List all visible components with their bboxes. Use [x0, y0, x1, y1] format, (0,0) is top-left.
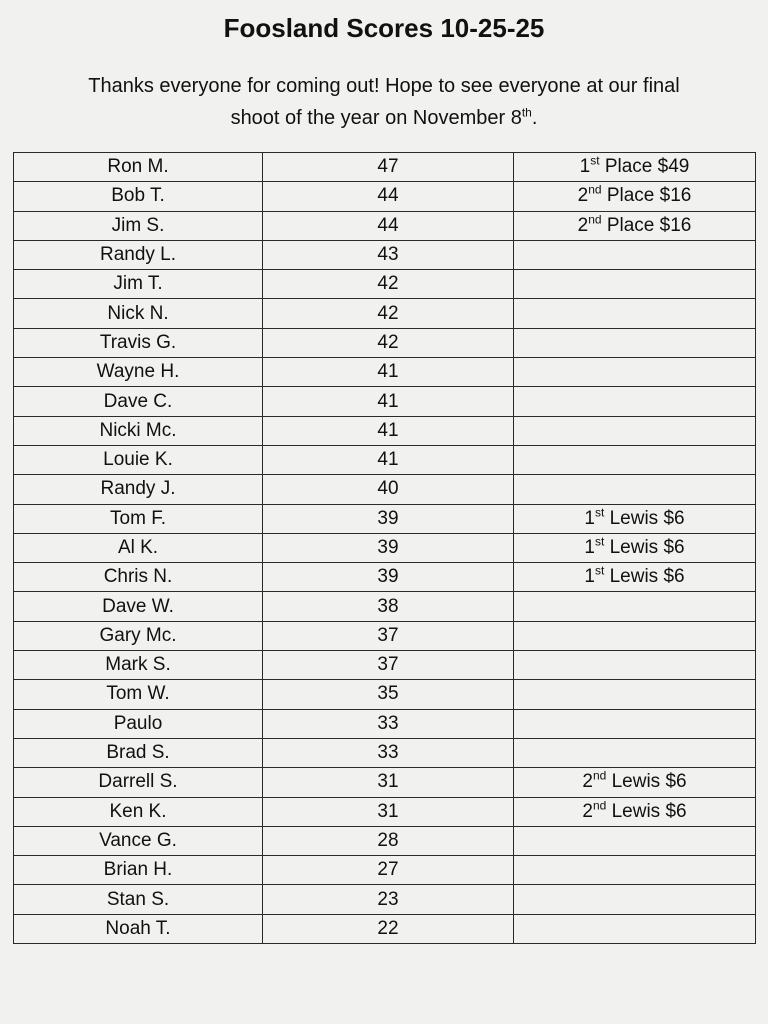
table-row	[14, 533, 756, 562]
table-row	[14, 768, 756, 797]
prize-text: Lewis $6	[604, 566, 685, 588]
prize-rank: 2	[582, 771, 593, 793]
prize-cell	[514, 328, 756, 357]
prize-cell	[514, 299, 756, 328]
table-row	[14, 826, 756, 855]
prize-cell	[514, 709, 756, 738]
player-name-cell: Al K.	[14, 533, 263, 562]
player-name-cell: Mark S.	[14, 651, 263, 680]
player-name-cell: Nick N.	[14, 299, 263, 328]
prize-rank: 2	[582, 800, 593, 822]
score-cell: 37	[263, 651, 514, 680]
player-name-cell: Chris N.	[14, 563, 263, 592]
player-name-cell: Tom W.	[14, 680, 263, 709]
table-row	[14, 680, 756, 709]
player-name-cell: Darrell S.	[14, 768, 263, 797]
prize-cell	[514, 270, 756, 299]
table-row	[14, 387, 756, 416]
score-cell: 47	[263, 153, 514, 182]
score-cell: 31	[263, 797, 514, 826]
prize-rank-suffix: st	[590, 153, 600, 168]
score-cell: 43	[263, 240, 514, 269]
table-row	[14, 504, 756, 533]
prize-cell	[514, 885, 756, 914]
score-cell: 27	[263, 856, 514, 885]
score-cell: 44	[263, 182, 514, 211]
score-cell: 28	[263, 826, 514, 855]
prize-cell	[514, 475, 756, 504]
prize-rank: 1	[579, 156, 591, 178]
prize-cell	[514, 563, 756, 592]
prize-text: Place $16	[601, 185, 692, 207]
player-name-cell: Tom F.	[14, 504, 263, 533]
prize-text: Lewis $6	[604, 507, 685, 529]
prize-rank-suffix: nd	[588, 183, 602, 198]
prize-cell	[514, 592, 756, 621]
player-name-cell: Jim S.	[14, 211, 263, 240]
score-cell: 42	[263, 299, 514, 328]
player-name-cell: Jim T.	[14, 270, 263, 299]
player-name-cell: Louie K.	[14, 445, 263, 474]
player-name-cell: Noah T.	[14, 914, 263, 943]
table-row	[14, 358, 756, 387]
prize-cell	[514, 504, 756, 533]
score-cell: 42	[263, 270, 514, 299]
score-cell: 39	[263, 533, 514, 562]
prize-rank: 2	[577, 214, 589, 236]
prize-rank: 1	[584, 566, 595, 588]
table-row	[14, 445, 756, 474]
table-row	[14, 885, 756, 914]
prize-text: Lewis $6	[606, 800, 687, 822]
score-cell: 39	[263, 504, 514, 533]
intro-line-1: Thanks everyone for coming out! Hope to see everyone at our final	[88, 75, 680, 97]
table-row	[14, 153, 756, 182]
table-row	[14, 651, 756, 680]
player-name-cell: Ron M.	[14, 153, 263, 182]
prize-cell	[514, 387, 756, 416]
player-name-cell: Vance G.	[14, 826, 263, 855]
prize-rank-suffix: st	[594, 563, 605, 578]
table-row	[14, 240, 756, 269]
score-cell: 41	[263, 416, 514, 445]
prize-cell	[514, 826, 756, 855]
prize-cell	[514, 533, 756, 562]
score-cell: 41	[263, 358, 514, 387]
player-name-cell: Paulo	[14, 709, 263, 738]
prize-rank-suffix: nd	[592, 798, 607, 813]
player-name-cell: Nicki Mc.	[14, 416, 263, 445]
player-name-cell: Dave W.	[14, 592, 263, 621]
prize-cell	[514, 240, 756, 269]
prize-rank: 2	[577, 185, 589, 207]
player-name-cell: Bob T.	[14, 182, 263, 211]
table-row	[14, 738, 756, 767]
prize-text: Place $16	[601, 214, 692, 236]
table-row	[14, 592, 756, 621]
table-row	[14, 856, 756, 885]
prize-cell	[514, 738, 756, 767]
prize-cell	[514, 358, 756, 387]
score-cell: 33	[263, 738, 514, 767]
table-row	[14, 299, 756, 328]
prize-cell	[514, 416, 756, 445]
prize-text: Lewis $6	[604, 537, 685, 558]
table-row	[14, 328, 756, 357]
player-name-cell: Wayne H.	[14, 358, 263, 387]
prize-text: Place $49	[599, 156, 690, 178]
scores-table	[13, 152, 756, 944]
player-name-cell: Randy J.	[14, 475, 263, 504]
table-row	[14, 270, 756, 299]
prize-cell	[514, 856, 756, 885]
scores-table-body	[14, 153, 756, 944]
player-name-cell: Brian H.	[14, 856, 263, 885]
score-cell: 40	[263, 475, 514, 504]
prize-cell	[514, 768, 756, 797]
prize-rank-suffix: st	[594, 505, 605, 520]
table-row	[14, 914, 756, 943]
prize-rank: 1	[584, 537, 595, 558]
table-row	[14, 416, 756, 445]
table-row	[14, 475, 756, 504]
table-row	[14, 182, 756, 211]
prize-text: Lewis $6	[606, 771, 687, 793]
prize-rank-suffix: nd	[592, 769, 607, 784]
score-cell: 22	[263, 914, 514, 943]
player-name-cell: Dave C.	[14, 387, 263, 416]
table-row	[14, 211, 756, 240]
score-cell: 41	[263, 387, 514, 416]
score-cell: 42	[263, 328, 514, 357]
player-name-cell: Randy L.	[14, 240, 263, 269]
score-cell: 23	[263, 885, 514, 914]
prize-rank-suffix: nd	[588, 212, 602, 227]
table-row	[14, 797, 756, 826]
score-cell: 37	[263, 621, 514, 650]
score-cell: 33	[263, 709, 514, 738]
prize-cell	[514, 153, 756, 182]
prize-cell	[514, 651, 756, 680]
prize-cell	[514, 445, 756, 474]
player-name-cell: Gary Mc.	[14, 621, 263, 650]
table-row	[14, 709, 756, 738]
intro-line-2	[20, 102, 748, 134]
prize-cell	[514, 182, 756, 211]
prize-cell	[514, 621, 756, 650]
prize-rank: 1	[584, 507, 595, 529]
score-cell: 44	[263, 211, 514, 240]
table-row	[14, 563, 756, 592]
player-name-cell: Brad S.	[14, 738, 263, 767]
score-cell: 41	[263, 445, 514, 474]
intro-line-2-text: shoot of the year on November 8	[230, 107, 522, 129]
intro-text	[20, 70, 748, 134]
intro-line-2-sup: th	[521, 105, 532, 120]
score-cell: 31	[263, 768, 514, 797]
intro-line-2-end: .	[531, 107, 538, 129]
table-row	[14, 621, 756, 650]
prize-rank-suffix: st	[594, 534, 605, 549]
player-name-cell: Travis G.	[14, 328, 263, 357]
score-cell: 38	[263, 592, 514, 621]
page-title: Foosland Scores 10-25-25	[223, 13, 545, 43]
score-cell: 35	[263, 680, 514, 709]
player-name-cell: Ken K.	[14, 797, 263, 826]
prize-cell	[514, 680, 756, 709]
prize-cell	[514, 914, 756, 943]
prize-cell	[514, 797, 756, 826]
player-name-cell: Stan S.	[14, 885, 263, 914]
prize-cell	[514, 211, 756, 240]
score-cell: 39	[263, 563, 514, 592]
